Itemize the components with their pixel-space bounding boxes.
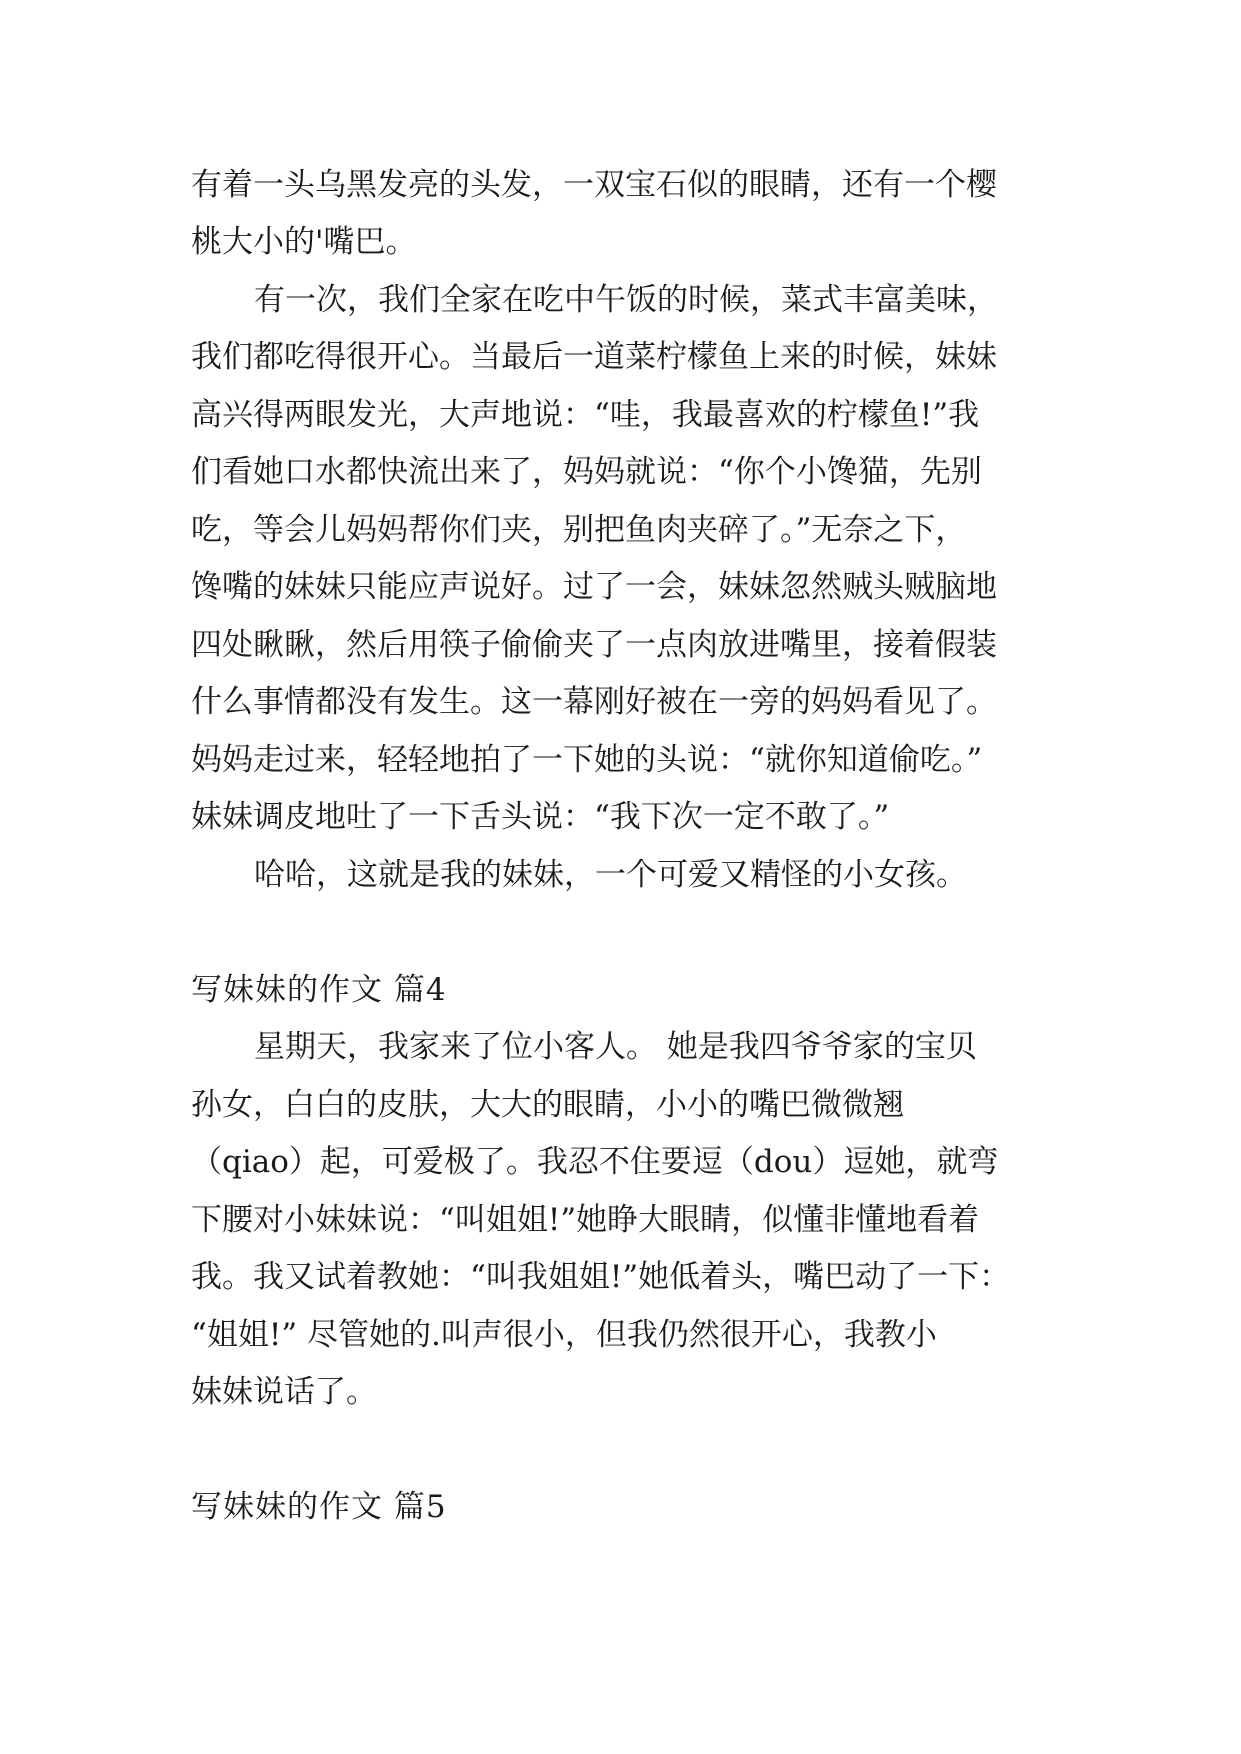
paragraph-line: 妈妈走过来，轻轻地拍了一下她的头说：“就你知道偷吃。” [191, 742, 983, 778]
paragraph-line: 什么事情都没有发生。这一幕刚好被在一旁的妈妈看见了。 [191, 684, 997, 720]
paragraph-line: 我。我又试着教她：“叫我姐姐!”她低着头，嘴巴动了一下： [191, 1259, 1011, 1295]
paragraph-line: “姐姐!” 尽管她的.叫声很小，但我仍然很开心，我教小 [191, 1317, 937, 1353]
section-heading: 写妹妹的作文 篇4 [191, 972, 447, 1008]
paragraph-line: 妹妹调皮地吐了一下舌头说：“我下次一定不敢了。” [191, 799, 890, 835]
paragraph-line: 高兴得两眼发光，大声地说：“哇，我最喜欢的柠檬鱼!”我 [191, 397, 980, 433]
paragraph-line: 馋嘴的妹妹只能应声说好。过了一会，妹妹忽然贼头贼脑地 [191, 569, 997, 605]
paragraph-line: 有一次，我们全家在吃中午饭的时候，菜式丰富美味， [254, 282, 998, 318]
section-heading: 写妹妹的作文 篇5 [191, 1489, 447, 1525]
paragraph-line: 哈哈，这就是我的妹妹，一个可爱又精怪的小女孩。 [254, 857, 967, 893]
paragraph-line: 星期天，我家来了位小客人。 她是我四爷爷家的宝贝 [254, 1029, 977, 1065]
paragraph-line: 们看她口水都快流出来了，妈妈就说：“你个小馋猫，先别 [191, 454, 982, 490]
paragraph-line: 孙女，白白的皮肤，大大的眼睛，小小的嘴巴微微翘 [191, 1087, 904, 1123]
paragraph-line: 桃大小的'嘴巴。 [191, 224, 417, 260]
paragraph-line: 四处瞅瞅，然后用筷子偷偷夹了一点肉放进嘴里，接着假装 [191, 627, 997, 663]
paragraph-line: 有着一头乌黑发亮的头发，一双宝石似的眼睛，还有一个樱 [191, 167, 997, 203]
paragraph-line: 妹妹说话了。 [191, 1374, 377, 1410]
paragraph-line: （qiao）起，可爱极了。我忍不住要逗（dou）逗她，就弯 [191, 1144, 999, 1180]
paragraph-line: 我们都吃得很开心。当最后一道菜柠檬鱼上来的时候，妹妹 [191, 339, 997, 375]
paragraph-line: 吃，等会儿妈妈帮你们夹，别把鱼肉夹碎了。”无奈之下， [191, 512, 967, 548]
paragraph-line: 下腰对小妹妹说：“叫姐姐!”她睁大眼睛，似懂非懂地看着 [191, 1202, 980, 1238]
